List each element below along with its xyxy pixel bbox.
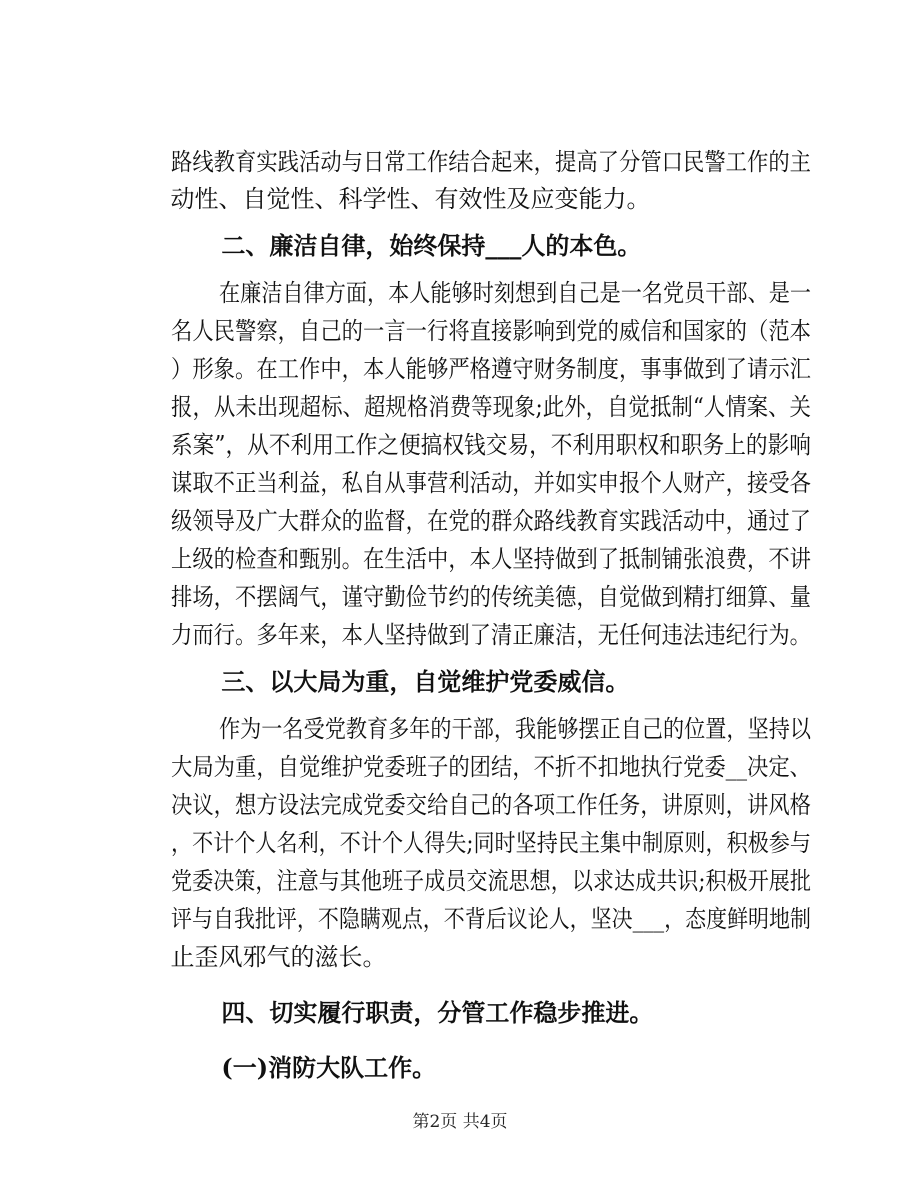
line-text: 报，从未出现超标、超规格消费等现象;此外，自觉抵制“人情案、关 [170, 393, 811, 421]
line-text: ，不计个人名利，不计个人得失;同时坚持民主集中制原则，积极参与 [170, 829, 811, 857]
text-line [0, 707, 920, 781]
line-text: 名人民警察，自己的一言一行将直接影响到党的威信和国家的（范本 [170, 317, 811, 345]
text-line [0, 309, 920, 383]
section-heading [0, 622, 920, 696]
text-line [0, 139, 920, 213]
line-text: 上级的检查和甄别。在生活中，本人坚持做到了抵制铺张浪费，不讲 [170, 545, 811, 573]
text-line [0, 897, 920, 971]
section-heading [0, 186, 920, 260]
line-text: 决议，想方设法完成党委交给自己的各项工作任务，讲原则，讲风格 [170, 791, 811, 819]
text-line [0, 669, 920, 743]
heading-text: 三、以大局为重，自觉维护党委威信。 [221, 667, 630, 696]
line-text: 作为一名受党教育多年的干部，我能够摆正自己的位置，坚持以 [218, 715, 811, 743]
text-line [0, 102, 920, 176]
text-line [0, 385, 920, 459]
page-number: 第2页 共4页 [412, 1112, 508, 1132]
line-text: ）形象。在工作中，本人能够严格遵守财务制度，事事做到了请示汇 [170, 355, 811, 383]
heading-text: 四、切实履行职责，分管工作稳步推进。 [221, 998, 654, 1027]
heading-text: (一)消防大队工作。 [221, 1053, 437, 1082]
text-line [0, 575, 920, 649]
text-line [0, 461, 920, 535]
line-text: 系案”，从不利用工作之便搞权钱交易，不利用职权和职务上的影响 [170, 431, 811, 459]
line-text: 评与自我批评，不隐瞒观点，不背后议论人，坚决___，态度鲜明地制 [170, 905, 811, 933]
line-text: 在廉洁自律方面，本人能够时刻想到自己是一名党员干部、是一 [218, 279, 811, 307]
line-text: 止歪风邪气的滋长。 [170, 943, 387, 971]
line-text: 排场，不摆阔气，谨守勤俭节约的传统美德，自觉做到精打细算、量 [170, 583, 811, 611]
line-text: 力而行。多年来，本人坚持做到了清正廉洁，无任何违法违纪行为。 [170, 621, 811, 649]
text-line [0, 537, 920, 611]
subsection-heading [0, 1008, 920, 1082]
line-text: 路线教育实践活动与日常工作结合起来，提高了分管口民警工作的主 [170, 148, 811, 176]
text-line [0, 859, 920, 933]
heading-text: 二、廉洁自律，始终保持___人的本色。 [221, 231, 642, 260]
text-line [0, 499, 920, 573]
section-heading [0, 953, 920, 1027]
text-line [0, 423, 920, 497]
line-text: 党委决策，注意与其他班子成员交流思想，以求达成共识;积极开展批 [170, 867, 811, 895]
text-line [0, 271, 920, 345]
line-text: 大局为重，自觉维护党委班子的团结，不折不扣地执行党委__决定、 [170, 753, 811, 781]
text-line [0, 783, 920, 857]
text-line [0, 745, 920, 819]
text-line [0, 821, 920, 895]
line-text: 谋取不正当利益，私自从事营利活动，并如实申报个人财产，接受各 [170, 469, 811, 497]
line-text: 动性、自觉性、科学性、有效性及应变能力。 [170, 185, 651, 213]
line-text: 级领导及广大群众的监督，在党的群众路线教育实践活动中，通过了 [170, 507, 811, 535]
text-line [0, 347, 920, 421]
text-line [0, 233, 920, 307]
